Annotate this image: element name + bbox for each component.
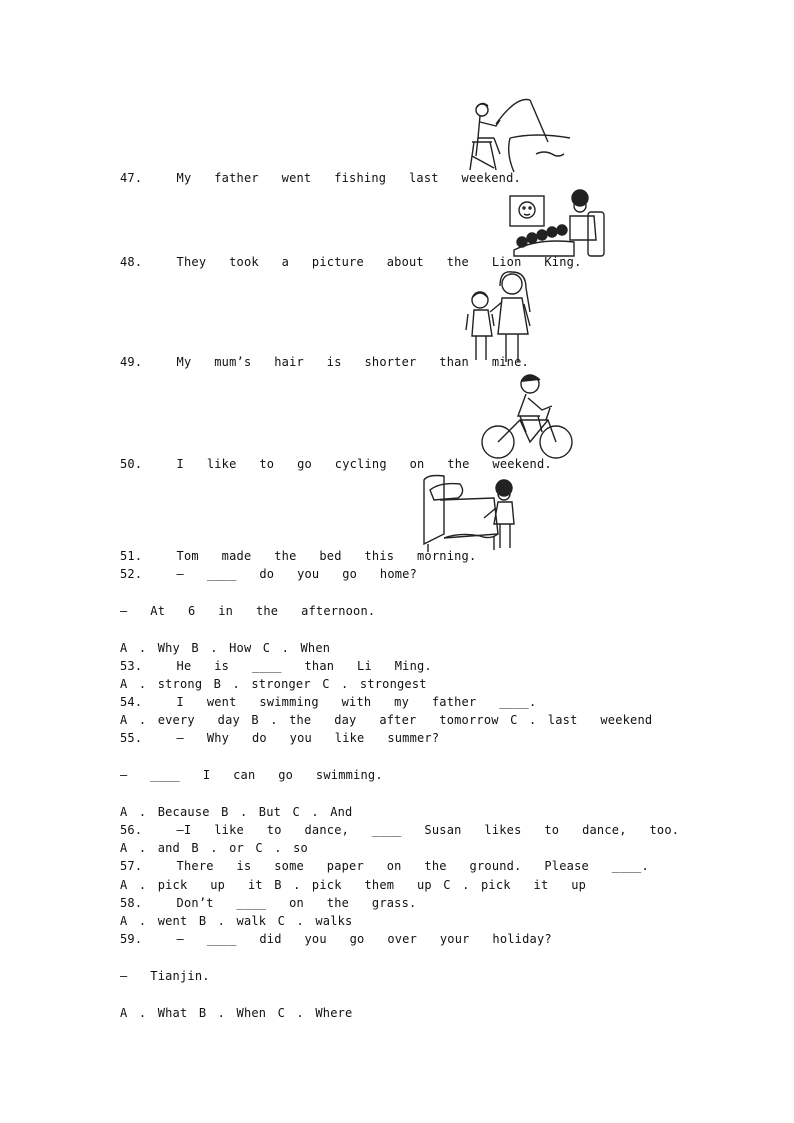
q59-answer: — Tianjin. [120,969,210,983]
q58-question: 58. Don’t ____ on the grass. [120,896,417,910]
q56-options: A . and B . or C . so [120,841,308,855]
fishing-picture [466,98,572,174]
q52-options: A . Why B . How C . When [120,641,331,655]
mother-daughter-picture [462,270,538,364]
q50-text: 50. I like to go cycling on the weekend. [120,457,552,471]
q54-question: 54. I went swimming with my father ____. [120,695,537,709]
q49-text: 49. My mum’s hair is shorter than mine. [120,355,529,369]
q56-question: 56. —I like to dance, ____ Susan likes to dance, too. [120,823,680,837]
cinema-picture [508,188,606,260]
q51-text: 51. Tom made the bed this morning. [120,549,477,563]
making-bed-picture [420,474,518,556]
q59-question: 59. — ____ did you go over your holiday? [120,932,552,946]
q55-options: A . Because B . But C . And [120,805,353,819]
q57-options: A . pick up it B . pick them up C . pick it up [120,878,587,892]
q59-options: A . What B . When C . Where [120,1006,353,1020]
q57-question: 57. There is some paper on the ground. Please ____. [120,859,649,873]
q58-options: A . went B . walk C . walks [120,914,353,928]
q53-question: 53. He is ____ than Li Ming. [120,659,432,673]
q55-answer: — ____ I can go swimming. [120,768,383,782]
q52-answer: — At 6 in the afternoon. [120,604,376,618]
q55-question: 55. — Why do you like summer? [120,731,440,745]
q52-question: 52. — ____ do you go home? [120,567,418,581]
q48-text: 48. They took a picture about the Lion King. [120,255,582,269]
q54-options: A . every day B . the day after tomorrow C . last weekend [120,713,653,727]
cycling-picture [480,372,576,464]
q53-options: A . strong B . stronger C . strongest [120,677,427,691]
q47-text: 47. My father went fishing last weekend. [120,171,521,185]
